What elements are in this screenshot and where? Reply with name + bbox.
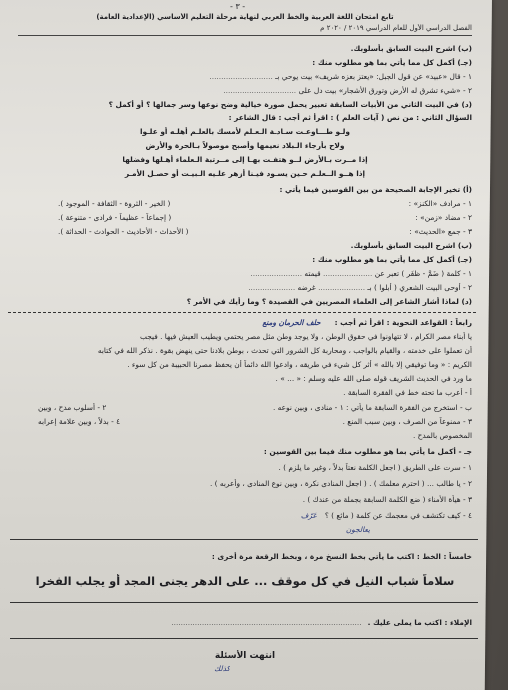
grammar-q2 <box>18 403 472 412</box>
p2-a-2-q: ٢ - مضاد «زمن» : <box>415 213 472 222</box>
separator-4 <box>10 638 478 639</box>
p2-c-1-text: ١ - كلمة ( ضَمَّ - ظفَر ) تعبر عن <box>374 269 472 278</box>
p2-a-title: (أ) تخير الإجابة الصحيحة من بين القوسين فيما يأتي : <box>279 185 472 194</box>
grammar-c-4 <box>18 511 472 520</box>
grammar-p2: أن تعملوا على خدمته ، والقيام بالواجب ، ومحاربة كل الشرور التي تحدث ، بوطن بلادنا حتى ينهض بقوة . نذكر الله في كتابه <box>97 346 472 355</box>
dictation-dots: ................................................................................. <box>171 618 362 627</box>
p2-a-3-opts: ( الأحداث - الأحاديث - الحوادث - الحداثة ). <box>58 227 189 236</box>
p1-d-title: (د) في البيت الثاني من الأبيات السابقة تعبير يحمل صورة خيالية وضح نوعها وسر جمالها ؟ أو أكمل ؟ <box>108 100 472 109</box>
header-line-1: تابع امتحان اللغة العربية والخط العربي لنهاية مرحلة التعليم الأساسي (الإعدادية العامة) <box>96 13 394 21</box>
p2-a-2-opts: ( إجماعاً - عظيماً - فرادى - متنوعة ). <box>58 213 172 222</box>
p2-c-2-text: ٢ - أوحى البيت الشعري ( أبلوا ) بـ <box>367 283 472 292</box>
p2-c-1: ١ - كلمة ( ضَمَّ - ظفَر ) تعبر عن ..................... قيمته ...................... <box>250 269 472 278</box>
p1-b-title: (ب) اشرح البيت السابق بأسلوبك. <box>350 44 472 53</box>
grammar-q3-right: ٤ - بدلاً ، وبين علامة إعرابه <box>38 417 121 426</box>
grammar-p4: ما ورد في الحديث الشريف قوله صلى الله عليه وسلم : « ... » . <box>275 374 472 383</box>
end-note: انتهت الأسئلة <box>214 651 276 661</box>
calligraphy-phrase: سلاماً شباب النيل في كل موقف ... على الدهر يجنى المجد أو يجلب الفخرا <box>35 574 455 588</box>
grammar-c-3: ٣ - هيأة الأمناء ( ضع الكلمة السابقة بجملة من عندك ) . <box>302 495 472 504</box>
grammar-q2-text: ب - استخرج من الفقرة السابقة ما يأتي : ١ - منادى ، وبين نوعه . <box>272 403 472 412</box>
grammar-q3 <box>18 417 472 426</box>
p2-a-1 <box>18 199 472 208</box>
grammar-c-1: ١ - سرت على الطريق ( اجعل الكلمة نعتاً بدلاً ، وغير ما يلزم ) . <box>278 463 472 472</box>
calligraphy-title: خامساً : الخط : اكتب ما يأتي بخط النسخ مرة ، وبخط الرقعة مرة أخرى : <box>211 552 472 561</box>
p1-c-title: (جـ) أكمل كل مما يأتي بما هو مطلوب منك : <box>312 58 472 67</box>
p2-c-title: (جـ) أكمل كل مما يأتي بما هو مطلوب منك : <box>312 255 472 264</box>
verse-4: إذا هــو الــعلـم حـين يسـود فيـنا أزهر علـيه الـبيـت أو حصـل الأمـر <box>124 169 366 178</box>
p1-c-2: ٢ - «شيء تشرق له الأرض وتورق الأشجار» بيت دل على ............................... <box>223 86 472 95</box>
p2-a-3-q: ٣ - جمع «الحديث» : <box>409 227 472 236</box>
p2-c-2: ٢ - أوحى البيت الشعري ( أبلوا ) بـ .................... غرضه .................... <box>248 283 472 292</box>
handwritten-answer: عَرّف <box>300 511 317 520</box>
p2-a-2 <box>18 213 472 222</box>
grammar-q3-text: ٣ - ممنوعاً من الصرف ، وبين سبب المنع . <box>342 417 472 426</box>
handwritten-note-2: يعالجون <box>345 525 370 534</box>
dictation-line <box>18 618 472 627</box>
p1-d-1: السؤال الثاني : من نص ( آيات العلم ) : اقرأ ثم أجب : قال الشاعر : <box>228 113 472 122</box>
page-number: - ٣ - <box>230 2 246 11</box>
p1-c-1-text: ١ - قال «عبيد» عن قول الجبل: «يعتز بعزه شريف» بيت يوحي بـ <box>275 72 472 81</box>
p2-b-title: (ب) اشرح البيت السابق بأسلوبك. <box>350 241 472 250</box>
p1-c-2-text: ٢ - «شيء تشرق له الأرض وتورق الأشجار» بيت دل على <box>298 86 472 95</box>
p2-c-2-tail: غرضه <box>297 283 316 292</box>
grammar-title <box>18 318 472 327</box>
grammar-c-4-text: ٤ - كيف تكتشف في معجمك عن كلمة ( مائع ) ؟ <box>324 511 472 520</box>
grammar-c-2: ٢ - يا طالب ... ( احترم معلمك ) . ( اجعل المنادى نكرة ، وبين نوع المنادى ، وأعربه ) . <box>209 479 472 488</box>
p2-a-1-q: ١ - مرادف «الكنز» : <box>408 199 472 208</box>
separator-1 <box>8 312 476 313</box>
separator-2 <box>10 539 478 540</box>
p2-a-3 <box>18 227 472 236</box>
p1-c-1: ١ - قال «عبيد» عن قول الجبل: «يعتز بعزه شريف» بيت يوحي بـ ........................... <box>209 72 472 81</box>
grammar-title-text: رابعاً : القواعد النحوية : اقرأ ثم أجب : <box>334 318 472 327</box>
separator-3 <box>10 602 478 603</box>
verse-1: ولـو طـــاوعـت سـادـة الـعـلم لأمسك بالعلـم أهلـه أو علـوا <box>139 127 351 136</box>
verse-2: ولاح بأرجاء الـبلاد نعيمها وأصبح موصولاً بـالحرة والأرض <box>145 141 345 150</box>
grammar-p1: يا أبناء مصر الكرام ، لا تتهاونوا في حقوق الوطن ، ولا يوجد وطن مثل مصر يحتمي ويطيب العيش فيها . فيجب <box>139 332 472 341</box>
handwritten-note-3: كذلك <box>214 664 230 673</box>
p2-c-1-tail: قيمته <box>304 269 321 278</box>
grammar-q2-right: ٢ - أسلوب مدح ، وبين <box>38 403 107 412</box>
grammar-p3: الكريم : « وما توفيقي إلا بالله » أثر كل شيء في طريقه ، وادعوا الله دائماً أن يحفظ مصرنا الحبيبة من كل سوء . <box>127 360 472 369</box>
handwritten-note-1: حلف الحرمان ومنع <box>262 318 321 327</box>
p2-d-title: (د) لماذا أشار الشاعر إلى العلماء المصريين في القصيدة ؟ وما رأيك في الأمر ؟ <box>186 297 472 306</box>
grammar-c-title: جـ - أكمل ما يأتي بما هو مطلوب منك فيما بين القوسين : <box>263 447 472 456</box>
dictation-title: الإملاء : اكتب ما يملى عليك . <box>367 618 472 627</box>
verse-3: إذا مــرت بـالأرض لــو هتفـت بهـا إلى مــرتبة الـعلماء أهـلها وفضلها <box>122 155 368 164</box>
exam-header <box>18 11 472 36</box>
p2-a-1-opts: ( الخير - الثروة - الثقافة - الموجود ). <box>58 199 171 208</box>
grammar-q1: أ - أعرب ما تحته خط في الفقرة السابقة . <box>343 388 472 397</box>
header-line-2: الفصل الدراسي الأول للعام الدراسي ٢٠١٩ / ٢٠٢٠ م <box>320 24 472 32</box>
grammar-q4: المخصوص بالمدح . <box>412 431 472 440</box>
